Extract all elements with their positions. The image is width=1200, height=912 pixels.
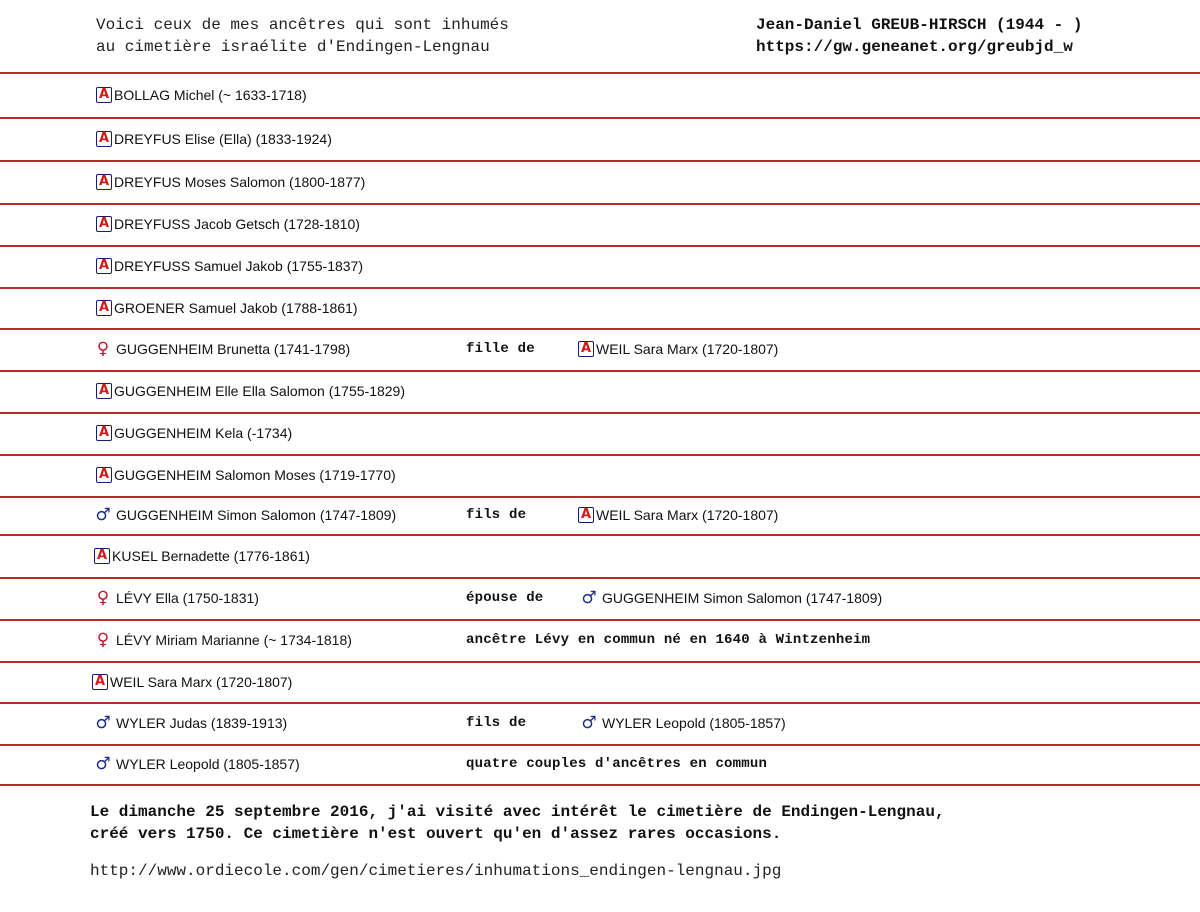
relation-label: fils de [466, 507, 527, 523]
ancestor-badge-icon: A [96, 467, 112, 483]
list-item [0, 75, 1200, 115]
ancestor-name: DREYFUS Moses Salomon (1800-1877) [114, 173, 366, 190]
relation-label: épouse de [466, 590, 544, 606]
ancestor-name: GUGGENHEIM Brunetta (1741-1798) [116, 341, 351, 357]
ancestor-name: GUGGENHEIM Kela (-1734) [114, 425, 293, 441]
related-ancestor-name: WYLER Leopold (1805-1857) [602, 715, 786, 731]
ancestor-name: LÉVY Ella (1750-1831) [116, 590, 259, 606]
ancestor-badge-icon: A [96, 131, 112, 147]
relation-label: fils de [466, 715, 527, 731]
list-item [0, 246, 1200, 286]
list-item [0, 204, 1200, 244]
ancestor-entry[interactable] [96, 75, 307, 115]
list-item [0, 744, 1200, 784]
intro-line-1: Voici ceux de mes ancêtres qui sont inhumés [96, 16, 509, 34]
list-item [0, 703, 1200, 743]
ancestor-name: GUGGENHEIM Elle Ella Salomon (1755-1829) [114, 383, 406, 399]
ancestor-badge-icon: A [96, 87, 112, 103]
author-name: Jean-Daniel GREUB-HIRSCH (1944 - ) [756, 16, 1083, 34]
list-item [0, 455, 1200, 495]
ancestor-badge-icon: A [96, 300, 112, 316]
ancestor-entry[interactable] [92, 703, 287, 743]
male-symbol-icon: ♂ [581, 588, 597, 608]
related-ancestor-name: GUGGENHEIM Simon Salomon (1747-1809) [602, 590, 883, 606]
female-symbol-icon: ♀ [96, 588, 110, 608]
ancestor-entry[interactable] [92, 495, 396, 535]
ancestor-entry[interactable] [92, 662, 292, 702]
list-item [0, 371, 1200, 411]
ancestor-entry[interactable] [96, 455, 396, 495]
ancestor-badge-icon: A [96, 258, 112, 274]
relation-label: ancêtre Lévy en commun né en 1640 à Wintzenheim [466, 632, 871, 648]
ancestor-entry[interactable] [94, 536, 310, 576]
related-ancestor-entry[interactable] [578, 578, 882, 618]
ancestor-entry[interactable] [92, 620, 352, 660]
ancestor-entry[interactable] [92, 329, 350, 369]
ancestor-badge-icon: A [578, 341, 594, 357]
ancestor-name: WYLER Leopold (1805-1857) [116, 756, 300, 772]
ancestor-name: WYLER Judas (1839-1913) [116, 715, 288, 731]
ancestor-name: GUGGENHEIM Simon Salomon (1747-1809) [116, 507, 397, 523]
ancestor-name: BOLLAG Michel (~ 1633-1718) [114, 86, 307, 103]
list-item [0, 662, 1200, 702]
ancestor-badge-icon: A [96, 425, 112, 441]
ancestor-name: WEIL Sara Marx (1720-1807) [110, 673, 293, 690]
male-symbol-icon: ♂ [581, 713, 597, 733]
list-item [0, 413, 1200, 453]
related-ancestor-name: WEIL Sara Marx (1720-1807) [596, 341, 779, 357]
ancestor-name: GROENER Samuel Jakob (1788-1861) [114, 299, 358, 316]
related-ancestor-entry[interactable] [578, 495, 778, 535]
ancestor-name: DREYFUSS Samuel Jakob (1755-1837) [114, 258, 364, 274]
ancestor-entry[interactable] [96, 246, 363, 286]
ancestor-badge-icon: A [96, 216, 112, 232]
visit-note [90, 801, 945, 845]
ancestor-badge-icon: A [578, 507, 594, 523]
ancestor-name: GUGGENHEIM Salomon Moses (1719-1770) [114, 467, 396, 483]
ancestor-entry[interactable] [92, 578, 259, 618]
visit-note-line-1: Le dimanche 25 septembre 2016, j'ai visité avec intérêt le cimetière de Endingen-Lengnau, [90, 803, 945, 821]
relation-label: fille de [466, 341, 535, 357]
list-item [0, 119, 1200, 159]
ancestor-badge-icon: A [92, 674, 108, 690]
male-symbol-icon: ♂ [95, 713, 111, 733]
ancestor-badge-icon: A [96, 174, 112, 190]
list-item [0, 162, 1200, 202]
list-item [0, 620, 1200, 660]
relation-label: quatre couples d'ancêtres en commun [466, 756, 768, 772]
ancestor-badge-icon: A [96, 383, 112, 399]
related-ancestor-entry[interactable] [578, 703, 786, 743]
ancestor-entry[interactable] [96, 204, 360, 244]
visit-note-line-2: créé vers 1750. Ce cimetière n'est ouvert qu'en d'assez rares occasions. [90, 825, 782, 843]
ancestor-entry[interactable] [96, 371, 405, 411]
ancestor-name: DREYFUS Elise (Ella) (1833-1924) [114, 130, 332, 147]
list-item [0, 536, 1200, 576]
ancestor-badge-icon: A [94, 548, 110, 564]
source-url-link[interactable]: http://www.ordiecole.com/gen/cimetieres/inhumations_endingen-lengnau.jpg [90, 862, 782, 880]
female-symbol-icon: ♀ [96, 339, 110, 359]
list-item [0, 329, 1200, 369]
author-site-link[interactable]: https://gw.geneanet.org/greubjd_w [756, 38, 1073, 56]
ancestor-entry[interactable] [96, 288, 358, 328]
male-symbol-icon: ♂ [95, 754, 111, 774]
ancestor-name: KUSEL Bernadette (1776-1861) [112, 547, 310, 564]
ancestor-entry[interactable] [96, 413, 292, 453]
related-ancestor-entry[interactable] [578, 329, 778, 369]
list-item [0, 288, 1200, 328]
male-symbol-icon: ♂ [95, 505, 111, 525]
intro-line-2: au cimetière israélite d'Endingen-Lengnau [96, 38, 490, 56]
ancestor-entry[interactable] [96, 162, 365, 202]
ancestor-name: DREYFUSS Jacob Getsch (1728-1810) [114, 216, 360, 232]
female-symbol-icon: ♀ [96, 630, 110, 650]
ancestor-entry[interactable] [96, 119, 332, 159]
ancestor-entry[interactable] [92, 744, 300, 784]
list-item [0, 578, 1200, 618]
ancestor-name: LÉVY Miriam Marianne (~ 1734-1818) [116, 632, 352, 648]
row-divider [0, 784, 1200, 786]
related-ancestor-name: WEIL Sara Marx (1720-1807) [596, 507, 779, 523]
list-item [0, 495, 1200, 535]
